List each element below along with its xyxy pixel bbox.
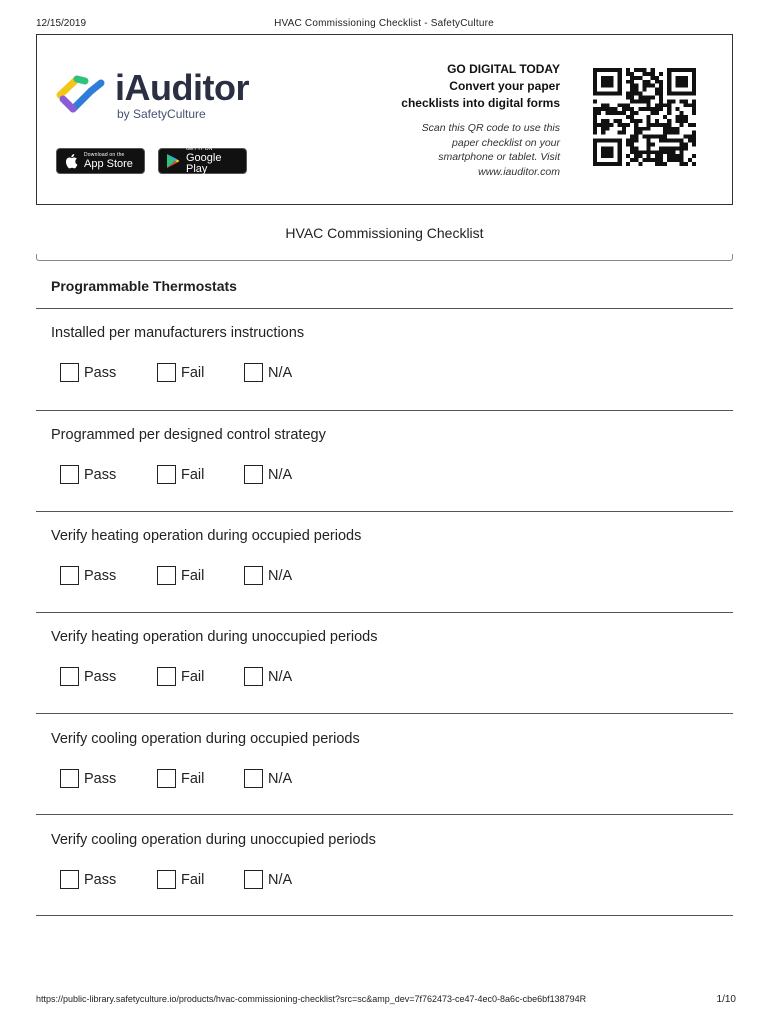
pass-checkbox[interactable] <box>60 667 79 686</box>
item-question: Verify heating operation during unoccupied periods <box>51 629 378 645</box>
na-checkbox[interactable] <box>244 667 263 686</box>
pass-checkbox[interactable] <box>60 465 79 484</box>
iauditor-logo-icon <box>55 69 107 121</box>
na-option[interactable] <box>244 566 292 585</box>
fail-label: Fail <box>181 466 205 483</box>
promo-heading: GO DIGITAL TODAY <box>447 62 560 76</box>
print-url: https://public-library.safetyculture.io/products/hvac-commissioning-checklist?src=sc&amp_dev=7f762473-ce47-4ec0-8a6c-cbe6bf138794R <box>36 994 587 1004</box>
item-divider <box>36 915 733 916</box>
fail-option[interactable] <box>157 465 204 484</box>
na-option[interactable] <box>244 769 292 788</box>
pass-label: Pass <box>84 871 117 888</box>
item-divider <box>36 713 733 714</box>
na-checkbox[interactable] <box>244 465 263 484</box>
item-question: Installed per manufacturers instructions <box>51 325 305 341</box>
na-option[interactable] <box>244 363 292 382</box>
pass-checkbox[interactable] <box>60 769 79 788</box>
apple-icon <box>64 153 78 169</box>
fail-label: Fail <box>181 871 205 888</box>
pass-option[interactable] <box>60 667 116 686</box>
logo-subtitle: by SafetyCulture <box>117 106 206 121</box>
item-divider <box>36 511 733 512</box>
pass-option[interactable] <box>60 465 116 484</box>
pass-label: Pass <box>84 466 117 483</box>
na-checkbox[interactable] <box>244 870 263 889</box>
promo-line-2: checklists into digital forms <box>401 96 560 110</box>
document-title: HVAC Commissioning Checklist <box>285 225 484 241</box>
google-play-icon <box>166 153 180 169</box>
item-question: Verify heating operation during occupied periods <box>51 528 362 544</box>
item-divider <box>36 410 733 411</box>
item-question: Programmed per designed control strategy <box>51 427 326 443</box>
title-underline <box>36 254 733 261</box>
pass-option[interactable] <box>60 363 116 382</box>
na-checkbox[interactable] <box>244 769 263 788</box>
fail-label: Fail <box>181 770 205 787</box>
pass-option[interactable] <box>60 870 116 889</box>
fail-checkbox[interactable] <box>157 667 176 686</box>
pass-checkbox[interactable] <box>60 566 79 585</box>
app-store-label: App Store <box>84 157 133 170</box>
fail-checkbox[interactable] <box>157 769 176 788</box>
fail-label: Fail <box>181 364 205 381</box>
item-divider <box>36 814 733 815</box>
promo-description: Scan this QR code to use this paper checklist on your smartphone or tablet. Visit www.iauditor.com <box>421 122 560 178</box>
na-option[interactable] <box>244 667 292 686</box>
pass-checkbox[interactable] <box>60 363 79 382</box>
na-checkbox[interactable] <box>244 566 263 585</box>
na-option[interactable] <box>244 465 292 484</box>
google-play-label: Google Play <box>186 152 222 175</box>
google-play-badge[interactable] <box>158 148 247 174</box>
na-option[interactable] <box>244 870 292 889</box>
logo-name: iAuditor <box>115 66 249 108</box>
fail-label: Fail <box>181 567 205 584</box>
item-divider <box>36 612 733 613</box>
promo-banner <box>36 34 733 205</box>
pass-option[interactable] <box>60 769 116 788</box>
item-question: Verify cooling operation during unoccupied periods <box>51 832 376 848</box>
qr-code <box>593 68 696 166</box>
iauditor-logo <box>55 66 249 121</box>
fail-option[interactable] <box>157 870 204 889</box>
fail-option[interactable] <box>157 566 204 585</box>
item-question: Verify cooling operation during occupied periods <box>51 731 360 747</box>
print-date: 12/15/2019 <box>36 18 87 29</box>
fail-checkbox[interactable] <box>157 363 176 382</box>
na-checkbox[interactable] <box>244 363 263 382</box>
print-page-number: 1/10 <box>716 994 736 1005</box>
fail-checkbox[interactable] <box>157 566 176 585</box>
pass-label: Pass <box>84 567 117 584</box>
promo-text <box>401 61 560 179</box>
na-label: N/A <box>268 466 293 483</box>
app-store-small-text: Download on the <box>84 151 125 158</box>
promo-line-1: Convert your paper <box>449 79 560 93</box>
fail-option[interactable] <box>157 769 204 788</box>
google-play-small-text: GET IT ON <box>186 146 213 152</box>
fail-option[interactable] <box>157 363 204 382</box>
section-title: Programmable Thermostats <box>51 278 237 294</box>
fail-option[interactable] <box>157 667 204 686</box>
fail-label: Fail <box>181 668 205 685</box>
fail-checkbox[interactable] <box>157 465 176 484</box>
print-title: HVAC Commissioning Checklist - SafetyCulture <box>274 18 494 29</box>
pass-label: Pass <box>84 770 117 787</box>
na-label: N/A <box>268 871 293 888</box>
section-divider <box>36 308 733 309</box>
fail-checkbox[interactable] <box>157 870 176 889</box>
na-label: N/A <box>268 668 293 685</box>
pass-checkbox[interactable] <box>60 870 79 889</box>
na-label: N/A <box>268 364 293 381</box>
pass-option[interactable] <box>60 566 116 585</box>
pass-label: Pass <box>84 668 117 685</box>
app-store-badge[interactable] <box>56 148 145 174</box>
na-label: N/A <box>268 567 293 584</box>
na-label: N/A <box>268 770 293 787</box>
pass-label: Pass <box>84 364 117 381</box>
